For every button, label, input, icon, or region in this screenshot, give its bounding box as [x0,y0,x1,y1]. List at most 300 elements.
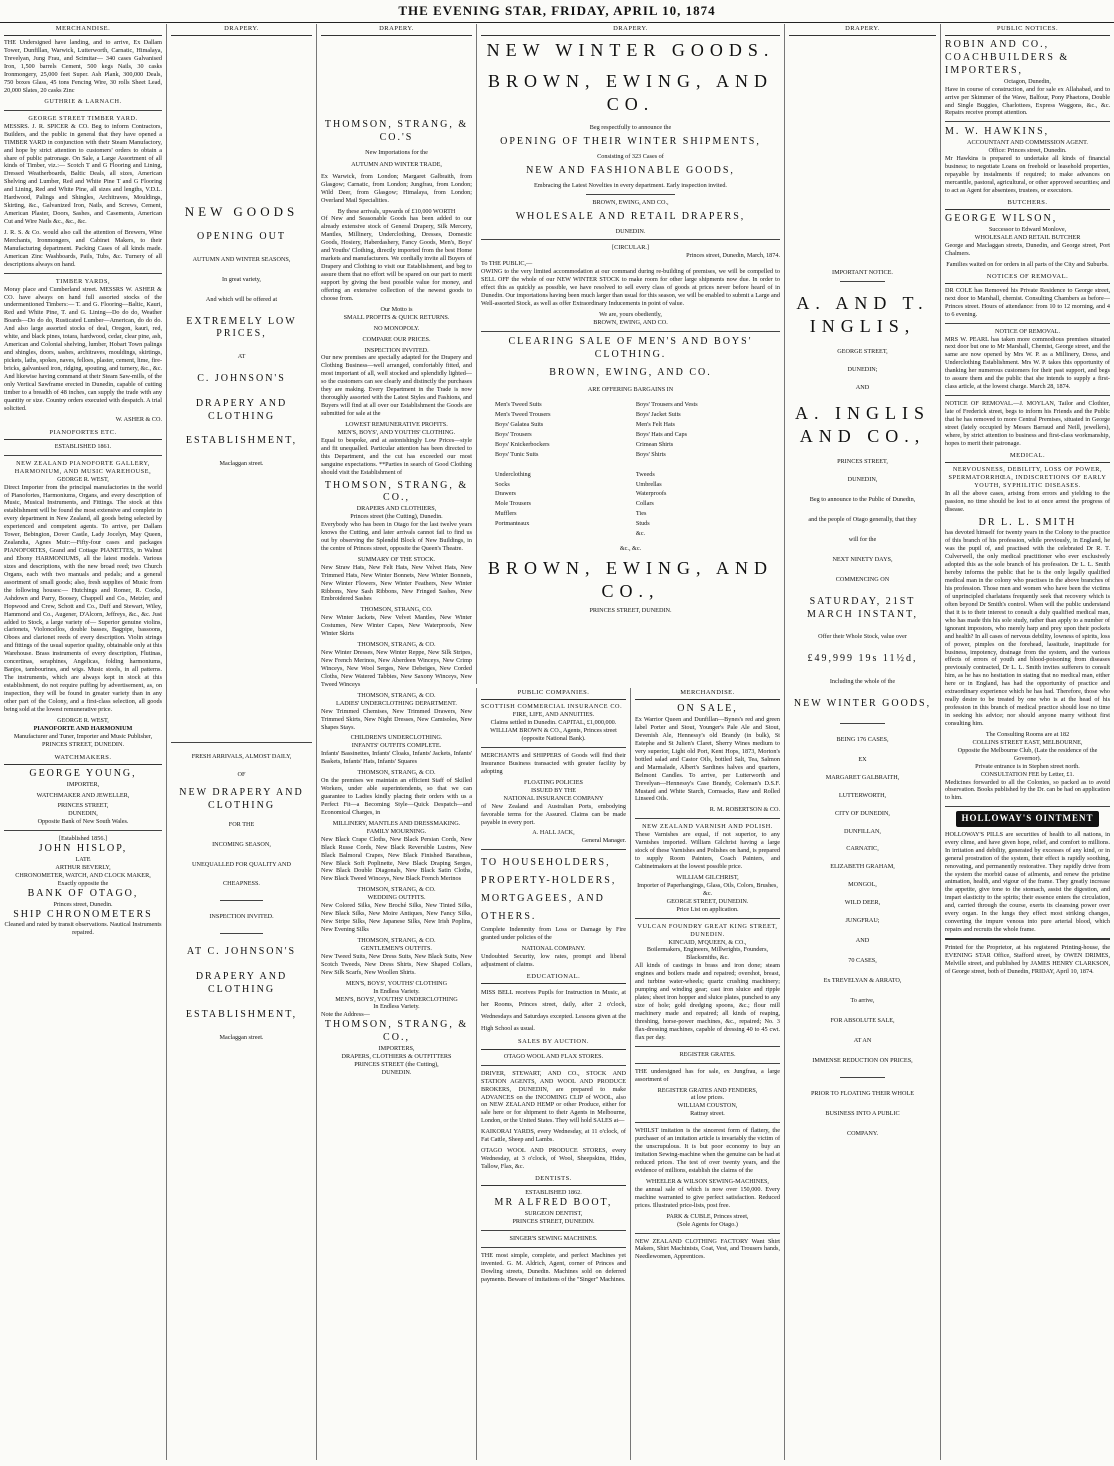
ad-title: DR L. L. SMITH [978,516,1077,528]
ad-title: JOHN HISLOP, [38,843,128,855]
section-header: DRAPERY. [481,24,780,36]
ad-line: FAMILY MOURNING. [366,827,427,835]
ad-title: THOMSON, STRANG, & CO.'S [324,119,469,144]
ad-line: COMPARE OUR PRICES. [362,335,431,343]
ad-line: MILLINERY, MANTLES AND DRESSMAKING. [332,819,461,827]
ad-line: THOMSON, STRANG, CO. [360,606,433,614]
ship-name: MONGOL, [848,881,877,889]
ad-signature: Manufacturer and Tuner, Importer and Music Publisher, PRINCES STREET, DUNEDIN. [13,732,153,748]
ad-signature: PIANOFORTE AND HARMONIUM [33,724,133,732]
masthead-title: THE EVENING STAR, FRIDAY, APRIL 10, 1874 [398,3,716,18]
ad-title: GEORGE YOUNG, [29,767,137,779]
ad-line: LATE [75,856,91,864]
ad-text: George and Maclaggan streets, Dunedin, and George street, Port Chalmers. [945,241,1110,257]
ad-line: GENTLEMEN'S OUTFITS. [361,944,432,952]
ad-line: CONSULTATION FEE by Letter, £1. [980,770,1075,778]
ad-name: GEORGE R. WEST, [57,475,109,483]
ship-name: WILD DEER, [844,899,881,907]
ad-line: [Established 1856.] [58,835,108,843]
bargain-item: Men's Felt Hats [635,421,675,429]
ad-line: FLOATING POLICIES [524,778,583,786]
ad-asher [4,278,162,424]
ad-line: ISSUED BY THE [530,786,577,794]
ad-line: Price List on application. [676,905,739,913]
ad-text: DRIVER, STEWART, AND CO., STOCK AND STATION AGENTS, AND WOOL AND PRODUCE BROKERS, DUNEDIN, are prepared to make ADVANCES on the INCOMING CLIP of WOOL, also on NEW ZEALAND HEMP or other Produce, either for sale here or for shipment to their Agents in Melbourne, London, or the United States. They will hold SALES at— [481,1069,626,1125]
bargain-item: Studs [635,520,650,528]
ad-line: WHEELER & WILSON SEWING-MACHINES, [646,1177,769,1185]
ad-line: NATIONAL INSURANCE COMPANY [503,794,604,802]
ad-line: DUNEDIN; [847,366,878,374]
ad-signature: GEORGE R. WEST, [57,716,109,724]
ad-text: Moray place and Cumberland street. MESSRS W. ASHER & CO. have always on hand full assorted stocks of the undermentioned Timbers:— T. and G. Flooring—Baltic, Kauri, Red and White Pine, T. and G. Lining—Do do do, Weather Boards—Do do do, Rusticated Lumber—American, do do do. And also large assorted stocks of deal, Oregon, kauri, red, white, and black pines, totara, hardwood, cedar, clear pine, ash, American and Colonial shelving, lumber, Hobart Town palings and shingles, doors, sashes, architraves, mouldings, skirtings, pickets, laths, spokes, naves, felloes, plaster, cement, lime, fire-bricks, galvanised iron, ridging, spouting, and turnery, &c., &c. And likewise having command at their Steam Saw-mills, of the only Vertical Sawframe erected in Dunedin, capable of cutting timber to a breadth of 48 inches, can supply the trade with any quantity or size. Country orders executed with despatch. A trial solicited. [4,285,162,412]
bargain-item: Collars [635,500,654,508]
ad-line: NEW AND FASHIONABLE GOODS, [526,165,735,177]
ad-line: Rattray street. [690,1110,725,1118]
ad-title: ON SALE, [677,703,738,715]
holloway-banner: HOLLOWAY'S OINTMENT [956,811,1100,827]
ad-line: R. M. ROBERTSON & CO. [709,806,780,814]
section-header: DRAPERY. [171,24,312,36]
ad-line: AND [855,937,870,945]
ad-young [4,768,162,826]
bargain-item: Ties [635,510,647,518]
ad-line: PRINCES STREET, [837,458,888,466]
ad-line: DRAPERY AND CLOTHING [195,971,288,995]
ad-line: We are, yours obediently, [599,310,662,318]
ad-title: GEORGE WILSON, [945,213,1058,225]
ad-text: Equal to bespoke, and at astonishingly Low Prices—style and fit unequalled. Particular attention has been directed to this Department, and the cut has exceeded our most sanguine expectations. **Parties in search of Good Clothing should visit the Establishment of [321,436,472,476]
bargain-item: Boys' Tunic Suits [495,450,539,458]
ad-line: Successor to Edward Monlove, [988,225,1067,233]
ad-line: COMPANY. [846,1129,879,1137]
ad-line: To arrive, [850,996,875,1004]
section-header: PIANOFORTES ETC. [4,428,162,440]
ad-text: In all the above cases, arising from errors and yielding to the passion, no time should be lost to at once arrest the progress of disease. [945,489,1110,513]
section-header: WATCHMAKERS. [4,753,162,765]
ad-text: Have in course of construction, and for sale ex Allahabad, and to arrive per Skimmer of the Wave, Balfour, Pony Phaetons, Double and Single Buggies, Charlottees, Express Waggons, &c., &c. Repairs receive prompt attention. [945,85,1110,117]
ad-line: WILLIAM BROWN & CO., Agents, Princes street (opposite National Bank). [490,727,617,743]
ad-line: Note the Address— [321,1011,370,1019]
ad-line: AT AN [853,1036,872,1044]
ad-line: A. HALL JACK, [532,829,575,837]
ad-line: CHRONOMETER, WATCH, AND CLOCK MAKER, [15,871,151,879]
ad-text: Everybody who has been in Otago for the last twelve years knows the Cutting, and later arrivals cannot fail to find us out by observing the Splendid Block of New Buildings, in the centre of Princes street, opposite the Queen's Theatre. [321,521,472,552]
ad-line: GEORGE STREET, DUNEDIN. [666,897,749,905]
ad-line: ACCOUNTANT AND COMMISSION AGENT. [967,139,1088,147]
ad-line: Princes street, Dunedin. [53,900,113,908]
ad-line: BROWN, EWING, AND CO., [488,558,773,602]
bargain-item: &c. [635,530,646,538]
ad-text: Undoubted Security, low rates, prompt and liberal adjustment of claims. [481,953,626,969]
ad-line: THOMSON, STRANG, & CO. [357,936,436,944]
section-header: SALES BY AUCTION. [481,1037,626,1049]
ad-line: WHOLESALE AND RETAIL BUTCHER [974,233,1081,241]
ad-title: M. W. HAWKINS, [945,126,1050,138]
ad-text: WHILST imitation is the sincerest form of flattery, the purchaser of an imitation article is invariably the victim of the unscrupulous. It is but poor economy to buy an imitation Sewing-machine when the genuine can be had at reduced prices. The test of over twenty years, and the evidence of millions, establish the claims of the [635,1127,780,1174]
ad-line: CHILDREN'S UNDERCLOTHING. [350,734,443,742]
ad-line: Octagon, Dunedin, [1004,77,1051,85]
ad-line: AT [237,353,246,361]
bargain-item: Mufflers [495,510,517,518]
ad-line: THOMSON, STRANG, & CO., [324,479,469,504]
ad-text: HOLLOWAY'S PILLS are securities of health to all nations, in every clime, and have given hope, relief, and comfort to millions. In irritation and debility, generated by excesses of any kind, or in general prostration of the system, their effect is rapidly soothing, renovating, and permanently restorative. They rapidly drive from the system the morbid cause of ailments, and renew the pristine animation, health, and vigour of the frame. They greatly increase the appetite, give tone to the stomach, assist the digestion, and impart elasticity to the spirits; their essence enters the circulation, and, carried through the course, exerts its cleansing power over every organ. In the lungs they effect most striking changes, converting the impure venous into pure arterial blood, which repairs and recruits the whole frame. [945,830,1110,934]
ad-line: BANK OF OTAGO, [27,887,139,899]
section-header: MERCHANDISE. [4,24,162,36]
ad-text: New Colored Silks, New Broché Silks, New Tinted Silks, New Black Silks, New Moire Antiques, New Fancy Silks, New Stripe Silks, New Japanese Silks, New Irish Poplins, New Evening Silks [321,902,472,933]
ad-text: OWING to the very limited accommodation at our command during re-building of premises, we will be compelled to SELL OFF the whole of our NEW WINTER STOCK to make room for other large shipments now due. In order to effect this as quickly as possible, we have resolved to sell every class of goods at prices never before heard of in Dunedin. Our importations having been much larger than usual for this season, we will be enabled to submit a Large and Well-assorted Stock, as well as offer Extraordinary Inducements in point of value. [481,268,780,308]
section-header: MERCHANDISE. [635,688,780,700]
ad-title: VULCAN FOUNDRY GREAT KING STREET, DUNEDIN. [637,922,778,938]
ad-line: [CIRCULAR.] [612,244,649,252]
ad-line: Beg respectfully to announce the [589,124,672,132]
ad-text: These Varnishes are equal, if not superior, to any Varnishes imported. William Gilchrist having a large stock of these Varnishes and Polishes on hand, is prepared to supply Room Painters, Coach Painters, and Cabinetmakers at the lowest possible price. [635,831,780,871]
section-header: PUBLIC NOTICES. [945,24,1110,36]
ad-line: NATIONAL COMPANY. [521,945,586,953]
ad-line: MEN'S, BOYS', AND YOUTHS' CLOTHING. [337,428,456,436]
ad-title: A. INGLIS AND CO., [795,403,930,447]
ad-text: THE most simple, complete, and perfect Machines yet invented. G. M. Aldrich, Agent, corner of Princes and Dowling streets, Dunedin. Machines sold on deferred payments. Beware of imitations of the "Singer" Machines. [481,1251,626,1283]
ad-line: at low prices. [690,1094,725,1102]
ad-line: DRAPERS AND CLOTHIERS, [356,505,437,513]
ad-line: AUTUMN AND WINTER TRADE, [351,160,442,168]
ad-line: Ex TREVELYAN & ARRATO, [823,977,902,984]
ad-line: In Endless Variety. [373,987,420,995]
ad-text: OTAGO WOOL AND PRODUCE STORES, every Wednesday, at 3 o'clock, of Wool, Sheepskins, Hides, Tallow, Flax, &c. [481,1147,626,1170]
ad-line: COLLINS STREET EAST, MELBOURNE, [972,738,1083,746]
ad-line: (Sole Agents for Otago.) [677,1220,738,1228]
ad-heading: TIMBER YARDS, [55,277,111,285]
ad-text: Medicines forwarded to all the Colonies, so packed as to avoid observation. Books published by the Dr. can be had on application to him. [945,778,1110,802]
bargain-item: Boys' Knickerbockers [495,440,550,448]
ad-line: DRAPERY AND CLOTHING [195,397,288,422]
bargain-item: Boys' Hats and Caps [635,430,688,438]
ad-line: Princes street, Dunedin, March, 1874. [686,252,780,260]
ad-line: By these arrivals, upwards of £10,000 WORTH [337,207,456,215]
ad-line: MEN'S, BOYS', YOUTHS' UNDERCLOTHING [335,995,458,1003]
ad-line: FIRE, LIFE, AND ANNUITIES. [512,711,595,719]
ad-text: NEW ZEALAND CLOTHING FACTORY Want Shirt Makers, Shirt Machinists, Coat, Vest, and Trousers hands, Needlewomen, Apprentices. [635,1237,780,1261]
ad-line: SUMMARY OF THE STOCK. [357,555,436,563]
ad-text: J. R. S. & Co. would also call the attention of Brewers, Wine Merchants, Ironmongers, and Cabinet Makers, to their Manufacturing department. Packing Cases of all kinds made. American Zinc Washboards, Pails, Tubs, &c. Turnery of all descriptions always on hand. [4,228,162,268]
section-header: EDUCATIONAL. [481,972,626,984]
ad-line: PRINCES STREET (the Cutting), [354,1060,439,1068]
ad-line: WILLIAM COUSTON, [677,1102,738,1110]
bargain-item: Umbrellas [635,480,662,488]
ad-text: Complete Indemnity from Loss or Damage by Fire granted under policies of the [481,926,626,942]
bargain-item: Men's Tweed Trousers [495,411,551,419]
ad-line: Opposite the Melbourne Club, (Late the residence of the Governor). [957,746,1098,762]
ad-line: FOR THE [228,820,255,828]
ad-title: MR ALFRED BOOT, [494,1197,613,1209]
ad-line: BROWN, EWING, AND CO. [488,71,773,115]
ad-title: NEW WINTER GOODS. [486,40,775,61]
column-drapery-thomson [316,24,476,1460]
ad-text: All kinds of castings in brass and iron done; steam engines and boilers made and repaired; overshot, breast, and turbine water-wheels; quartz crushing machinery; pumping and winding gear; cast iron sluice and ripple plates; sheet iron hopper and sluice plates, punched to any size of hole; gold dredging spoons, &c.; flour mill machinery made and repaired; all kinds of reaping, threshing, horse-power machines, &c., repaired; No. 3 flax-dressing machines, capable of dressing 40 to 45 cwt. flax per day. [635,962,780,1041]
ad-text: Our new premises are specially adapted for the Drapery and Clothing Business—well arranged, comfortably fitted, and most important of all, well stocked and splendidly lighted—so the customers can see clearly and distinctly the purchases they are making. Every Department in the Trade is now thoroughly assorted with the Latest Styles and Fashions, and Buyers will find at all over our Establishment the Goods are submitted for sale at the [321,354,472,418]
ad-line: PRINCES STREET, DUNEDIN. [589,607,672,615]
ad-text: Of New and Seasonable Goods has been added to our already extensive stock of General Drapery, Silk Mercery, Mantles, Millinery, Underclothing, Dresses, Domestic Goods, Hosiery, Haberdashery, Fancy Goods, Men's, Boys' and Youths' Clothing, directly imported from the best Home markets and manufacturers. We cordially invite all Buyers of Drapery and Clothing to visit our Establishment, and beg to assure them that no effort will be spared on our part to merit support by giving the best possible value for money, and offering an extensive collection of the newest goods to choose from. [321,215,472,302]
ad-line: FOR ABSOLUTE SALE, [830,1016,895,1024]
ad-line: DRAPERS, CLOTHIERS & OUTFITTERS [341,1052,452,1060]
bargain-list-right [636,400,766,539]
ad-line: Maclaggan street. [219,460,264,468]
ad-line: AUTUMN AND WINTER SEASONS, [192,255,291,263]
ad-line: Offer their Whole Stock, value over [818,633,907,641]
ad-line: Importer of Paperhangings, Glass, Oils, Colors, Brushes, &c. [637,881,778,897]
ad-line: Office: Princes street, Dunedin. [988,147,1067,155]
ship-name: DUNFILLAN, [844,827,881,835]
ad-text: MERCHANTS and SHIPPERS of Goods will find their Insurance Business transacted with greater facility by adopting [481,752,626,775]
column-public-companies [476,688,630,1460]
bargain-item: Underclothing [495,470,531,478]
column-merchandise [0,24,166,1460]
ad-line: EXTREMELY LOW PRICES, [186,315,297,340]
ad-line: OF [237,771,246,779]
ad-line: LOWEST REMUNERATIVE PROFITS. [345,420,448,428]
column-inglis [784,24,940,1460]
ship-name: CITY OF DUNEDIN, [835,809,890,817]
ad-line: Embracing the Latest Novelties in every department. Early inspection invited. [534,181,727,189]
ad-line: Cleaned and rated by transit observations. Nautical Instruments repaired. [4,921,162,937]
ad-line: DUNEDIN. [615,227,646,235]
ad-line: AT C. JOHNSON'S [186,946,297,958]
ad-line: WILLIAM GILCHRIST, [676,873,739,881]
ad-spicer [4,115,162,269]
ad-line: THOMSON, STRANG, & CO., [324,1019,469,1044]
ad-title: ROBIN AND CO., COACHBUILDERS & IMPORTERS, [945,39,1070,76]
ad-line: ARTHUR BEVERLY, [55,863,111,871]
ad-text: MRS W. PEARL has taken more commodious premises situated next door but one to Mr Marshall, Chemist, George street, and the same are now opened by Mrs W. P. as a Millinery, Dress, and Underclothing Establishment. Mrs W. P. takes this opportunity of thanking her numerous customers for their past support, and begs to assure them and the public that she intends to supply a first-class article, at the lowest charge. March 28, 1874. [945,335,1110,391]
ad-line: 70 CASES, [848,957,877,965]
ad-line: The Consulting Rooms are at 182 [985,730,1070,738]
ad-line: Exactly opposite the [57,879,109,887]
ad-line: &c., &c. [619,545,642,553]
ship-name: ELIZABETH GRAHAM, [830,863,895,871]
ad-line: Private entrance is in Stephen street north. [975,762,1080,770]
masthead [0,0,1114,23]
ad-line: DUNEDIN. [381,1068,412,1076]
ad-line: OPENING OUT [197,230,286,242]
ad-line: NEXT NINETY DAYS, [832,555,893,563]
column-merchandise-2 [630,688,784,1460]
ad-line: THOMSON, STRANG, & CO. [357,769,436,777]
ad-text: New Trimmed Chemises, New Trimmed Drawers, New Trimmed Skirts, New Night Dresses, New Camisoles, New Shapes Stays. [321,707,472,731]
ad-line: IMMENSE REDUCTION ON PRICES, [812,1056,913,1064]
bargain-item: Mole Trousers [495,500,531,508]
ad-line: BEING 176 CASES, [836,735,889,743]
ad-line: In Endless Variety. [373,1003,420,1011]
ship-name: JUNGFRAU; [845,917,880,925]
ad-line: REGISTER GRATES AND FENDERS, [657,1086,758,1094]
ad-line: will for the [848,535,877,543]
ad-text: NOTICE OF REMOVAL.—J. MOYLAN, Tailor and Clothier, late of Frederick street, begs to inform his Friends and the Public that he has removed to more Central Premises, situated in George street (lately occupied by Messrs Barraud and Neill, jewellers), where, by strict attention to business and first-class workmanship, hopes to merit their patronage. [945,400,1110,447]
ad-line: IMPORTANT NOTICE. [832,269,893,277]
ad-line: BROWN, EWING, AND CO. [593,318,668,326]
ad-line: WHOLESALE AND RETAIL DRAPERS, [515,210,746,222]
ad-text: Ex Warrior Queen and Dunfillan—Bynes's red and green label Porter and Stout, Younger's Pale Ale and Stout, Devenish Ale, Hennessy's old Brandy (in bulk), St Estephe and St Julien's Claret, Sherry Wines medium to very superior, Light old Port, Kent Hops, 1873, Morton's bottled salad and Castor Oils, bottled Salt, Tea, Salmon and Marmalade, Albert's Sardines halves and quarters, Belmont Candles. To arrive, per Lutterworth and Trevelyan—Hennessy's Case Brandy, Coleman's D.S.F. Mustard and White Starch, Cornsacks, Raw and Rolled Linseed Oils. [635,716,780,803]
ad-line: LADIES' UNDERCLOTHING DEPARTMENT. [336,699,457,707]
ad-text: the annual sale of which is now over 150,000. Every machine warranted to give perfect satisfaction. Reduced prices. Illustrated price-lists, post free. [635,1185,780,1209]
ad-line: Including the whole of the [829,678,896,686]
ad-text: New Tweed Suits, New Dress Suits, New Black Suits, New Scotch Tweeds, New Dress Shirts, New Shaped Collars, New Silk Scarfs, New Woollen Shirts. [321,952,472,976]
ad-text: On the premises we maintain an efficient Staff of Skilled Workers, under able superintendents, so that we can guarantee to Ladies kindly placing their orders with us a Perfect Fit—a Becoming Style—Quick Despatch—and Economical Charges, in [321,777,472,816]
ad-line: Beg to announce to the Public of Dunedin, [809,496,916,504]
ad-line: In great variety, [222,275,261,283]
ad-text: Ex Warwick, from London; Margaret Galbraith, from Glasgow; Carnatic, from London; Jungfrau, from London; Wild Deer, from Glasgow; Himalaya, from London; Overland Mail Specialities. [321,172,472,204]
ad-line: INSPECTION INVITED. [364,346,429,354]
ship-name: CARNATIC, [846,845,879,853]
bargain-item: Boys' Trousers [495,430,532,438]
bargain-item: Boys' Shirts [635,450,666,458]
bargain-item: Socks [495,480,510,488]
column-public-notices [940,24,1114,1460]
ad-text: DR COLE has Removed his Private Residence to George street, next door to Marshall, chemist. Consulting Chambers as before—Princes street. Hours of attendance: from 10 to 12 morning, and 4 to 6 evening. [945,286,1110,318]
ad-text: New Black Crape Cloths, New Black Persian Cords, New Black Russe Cords, New Black Reversible Lustres, New Black Balmoral Crapes, New Black Finished Baratheas, New Black Soft Poplinette, New Black Draping Serges, New Black Double Diagonals, New Black Satin Cloths, New Black Tweed Winceys, New Black French Merinos [321,835,472,883]
ad-line: UNEQUALLED FOR QUALITY AND [192,860,291,868]
bargain-item: Waterproofs [635,490,667,498]
ad-line: Consisting of 323 Cases of [597,153,664,161]
ad-line: IMPORTERS, [378,1044,415,1052]
ad-line: BROWN, EWING, AND CO. [549,367,712,379]
bargain-item [495,460,557,470]
ship-list [789,774,936,925]
ad-title: A. AND T. INGLIS, [796,293,929,337]
ad-line: SURGEON DENTIST, [524,1209,583,1217]
ad-line: New Importations for the [365,148,428,156]
ad-text: Infants' Bassinettes, Infants' Cloaks, Infants' Jackets, Infants' Baskets, Infants' Hats, Infants' Squares [321,750,472,766]
ad-text: has devoted himself for twenty years in the Colony to the practice of this branch of his profession, while previously, in England, he was the pupil of, and practised with the celebrated Dr R. T. Culverwell, the only medical practitioner who ever exclusively adopted this as the sole branch of his profession. Dr L. L. Smith hereby informs the public that he is the only legally qualified medical man in the colony who practises in the above branches of his profession. Those men and women who have been the victims of unprincipled charlatans frequently seek that recovery which is often beyond Dr Smith's control. When will the public understand that it is to their interest to consult a duly qualified medical man, who has made this his sole study, rather than apply to a number of ignorant impostors, who merely harp and prey upon their pockets and health? In all cases of nervous debility, lowness of spirits, loss of power, pimples on the forehead, lassitude, inaptitude for business, impotency, drainage from the system, and the various effects of errors of youth and blood-poisoning from diseases previously contracted, Dr L. L. Smith invites sufferers to consult him, as he has no hesitation in stating that no medical man, either here or in England, has had the opportunity of practice and extraordinary experience which he has had. Therefore, those who really desire to be treated by one who is at the head of his profession in this branch of medical practice should lose no time in seeking his advice; nor should anyone marry without first consulting him. [945,529,1110,727]
ad-text: THE undersigned has for sale, ex Jungfrau, a large assortment of [635,1067,780,1083]
ad-line: EX [858,755,867,763]
ad-line: THOMSON, STRANG, & CO. [357,886,436,894]
imprint: Printed for the Proprietor, at his registered Printing-house, the EVENING STAR Office, Stafford street, by OWEN DRIMES, Melville street, and published by JAMES HENRY CLARKSON, of George street, both of Dunedin, FRIDAY, April 10, 1874. [945,944,1110,975]
ad-line: SATURDAY, 21ST MARCH INSTANT, [807,595,918,620]
column-drapery-brown [476,24,784,684]
ad-line: GEORGE STREET, [837,348,888,356]
ad-text: KAIKORAI YARDS, every Wednesday, at 11 o'clock, of Fat Cattle, Sheep and Lambs. [481,1128,626,1144]
ad-line: NEW DRAPERY AND CLOTHING [179,787,304,811]
ad-line: BUSINESS INTO A PUBLIC [825,1109,900,1117]
ad-line: THOMSON, STRANG, & CO. [357,691,436,699]
ad-line: Princes street (the Cutting), Dunedin. [350,513,443,521]
ad-line: AND [855,384,870,392]
ad-line: ESTABLISHMENT, [185,435,298,447]
ad-line: Maclaggan street. [219,1033,264,1041]
ad-line: Boilermakers, Engineers, Millwrights, Founders, Blacksmiths, &c. [646,946,769,962]
ad-signature: GUTHRIE & LARNACH. [44,97,122,105]
ad-text: Direct Importer from the principal manufactories in the world of Pianofortes, Harmoniums, Organs, and every description of Music, Musical Instruments, and Fittings. The stock at this establishment will be found the most extensive and complete in every department in New Zealand, all goods being selected by experienced and competent agents. To arrive, per Dallam Tower, Bebington, Dover Castle, Lady Jocelyn, May Queen, Zealandia, Agnes Muir:—Fifty-four cases and packages PIANOFORTES, Grand and Cottage PIANETTES, in Walnut and Ebony HARMONIUMS, all the latest models. Various sizes and descriptions, with the new broad reed; two Church Organs, each with two manuals and pedals; and a general assortment of small goods; also, fresh supplies of Music from the following houses:— Hutchings and Romer, R. Cocks, Ashdown and Parry, Boosey, Chappell and Co., Metzler, and Hopwood and Crew, Schott and Co., Duff and Stewart, Wiley, Hammond and Co., Augener, D'Alcorn, Jeffreys, &c., &c. Just added to Stock, a large variety of— Superior genuine violins, clarionets, Violoncellos, double basses, Bagpipe, bassoons, Oboes and clarionet reeds of every description. Violin strings and fittings of the usual superior quality, obtainable only at this Warehouse. Brass instruments of every description, Flutinas, concertinas, seraphines, Angelicas, folding harmoniums, Banjos, tambourines, and wigs. Music stools, in all patterns. The instruments, which are always kept in stock at this establishment, do not require puffing by advertisement, as, on inspection, they will be found in greater variety than in any other part of the Colony, and a first-class selection, all goods being sold at the lowest remunerative price. [4,483,162,713]
ad-line: PRINCES STREET, DUNEDIN. [512,1217,595,1225]
ad-line: DUNEDIN, [68,810,98,818]
ad-text: New Straw Hats, New Felt Hats, New Velvet Hats, New Trimmed Hats, New Winter Bonnets, New Winter Bonnets, New Winter Flowers, New Winter Feathers, New Winter Ribbons, New Sash Ribbons, New Fringed Sashes, New Embroidered Sashes [321,563,472,603]
ad-line: NOTICE OF REMOVAL. [994,327,1061,335]
ad-text: New Winter Dresses, New Winter Reppe, New Silk Stripes, New French Merinos, New Aberdeen Winceys, New Crimp Winceys, New Wool Serges, New Debeiges, New Corded Cloths, New Watered Tabbies, New Saxony Winceys, New Tweed Winceys [321,649,472,688]
ad-line: PRINCES STREET, [57,802,109,810]
ad-line: INCOMING SEASON, [212,840,271,848]
ad-line: WEDDING OUTFITS. [367,894,426,902]
ad-heading: GEORGE STREET TIMBER YARD. [28,114,138,122]
ad-line: £49,999 19s 11½d, [807,653,918,665]
ad-line: BROWN, EWING, AND CO., [592,198,669,206]
ad-line: OPENING OF THEIR WINTER SHIPMENTS, [500,136,761,148]
column-drapery-johnson [166,24,316,1460]
ad-line: and the people of Otago generally, that they [808,516,917,523]
ad-heading: ESTABLISHED 1861. [54,442,112,450]
ad-text: Mr Hawkins is prepared to undertake all kinds of financial business; to negotiate Loans on freehold or leasehold properties, repayable by instalments if required; to make advances on mercantile, pastoral, agricultural, or other approved securities; and to act as Agent for absentees, trustees, or executors. [945,155,1110,194]
section-header: NOTICES OF REMOVAL. [945,272,1110,284]
ad-title: NEW ZEALAND PIANOFORTE GALLERY, HARMONIUM, AND MUSIC WAREHOUSE, [14,459,152,475]
ad-signature: W. ASHER & CO. [115,415,162,423]
ad-title: REGISTER GRATES. [679,1050,736,1058]
ad-title: SINGER'S SEWING MACHINES. [509,1234,598,1242]
ad-hislop [4,835,162,937]
ad-text: MISS BELL receives Pupils for Instruction in Music, at her Rooms, Princes street, daily, after 2 o'clock, Wednesdays and Saturdays excepted. Lessons given at the High School as usual. [481,989,626,1032]
ad-title: OTAGO WOOL AND FLAX STORES. [503,1052,604,1060]
ad-line: ARE OFFERING BARGAINS IN [587,386,674,394]
section-header: DRAPERY. [321,24,472,36]
ad-line: PRIOR TO FLOATING THEIR WHOLE [810,1089,914,1097]
bargain-item: Tweeds [635,470,655,478]
ad-line: Opposite Bank of New South Wales. [37,818,129,826]
ad-guthrie [4,39,162,106]
ad-line: CHEAPNESS. [223,880,260,888]
ad-title: NEW ZEALAND VARNISH AND POLISH. [642,823,773,831]
ad-line: General Manager. [581,837,626,845]
ad-line: KINCAID, M'QUEEN, & CO., [668,938,747,946]
ad-line: Our Motto is [380,305,413,313]
ad-line: THOMSON, STRANG, & CO. [357,641,436,649]
section-header: DENTISTS. [481,1174,626,1186]
ad-line: SMALL PROFITS & QUICK RETURNS. [343,313,450,321]
ad-text: THE Undersigned have landing, and to arrive, Ex Dallam Tower, Dunfillan, Warwick, Lutterworth, Carnatic, Himalaya, Trevelyan, Jung Frau, and Scimitar— 340 cases Galvanised Iron, 1,500 barrels Cement, 500 kegs Nails, 30 casks Ironmongery, 25,000 feet Super. Ash Plank, 300,000 Deals, 750 boxes Glass, 45 tons Fencing Wire, 30 rolls Sheet Lead, 20,000 Slates, 20 casks Zinc [4,39,162,94]
ad-line: FRESH ARRIVALS, ALMOST DAILY, [191,753,292,761]
ad-line: COMMENCING ON [835,575,890,583]
ad-title: TO HOUSEHOLDERS, PROPERTY-HOLDERS, MORTGAGEES, AND OTHERS. [481,857,617,923]
section-header: MEDICAL. [945,451,1110,463]
ad-line: INFANTS' OUTFITS COMPLETE. [351,742,442,750]
section-header: DRAPERY. [789,24,936,36]
ad-line: C. JOHNSON'S [197,373,286,385]
ad-line: And which will be offered at [205,295,278,303]
bargain-item: Men's Tweed Suits [495,401,542,409]
ad-line: ESTABLISHED 1862. [525,1189,582,1197]
bargain-item: Boys' Jacket Suits [635,411,681,419]
ad-title: CLEARING SALE OF MEN'S AND BOYS' CLOTHING. [508,335,753,360]
bargain-list-left [495,400,625,539]
ship-name: MARGARET GALBRAITH, [825,773,900,781]
section-header: BUTCHERS. [945,198,1110,210]
ad-line: IMPORTER, [66,780,100,788]
ad-line: NO MONOPOLY. [373,324,420,332]
ad-line: ESTABLISHMENT, [185,1008,298,1020]
ad-line: INSPECTION INVITED. [209,913,274,921]
bargain-item [636,460,698,470]
ad-title: SCOTTISH COMMERCIAL INSURANCE CO. [481,703,623,711]
ad-line: MEN'S, BOYS', YOUTHS' CLOTHING [345,979,448,987]
ad-line: SHIP CHRONOMETERS [13,908,153,920]
ad-title: NERVOUSNESS, DEBILITY, LOSS OF POWER, SPERMATORRHŒA, INDISCRETIONS OF EARLY YOUTH, SYPHILITIC DISEASES. [948,466,1107,489]
ship-name: LUTTERWORTH, [838,791,887,799]
ad-line: PARK & CUBLE, Princes street, [666,1212,749,1220]
ad-line: To THE PUBLIC,— [481,260,533,268]
bargain-item: Crimean Shirts [635,440,674,448]
ad-text: of New Zealand and Australian Ports, embodying favorable terms for the Assured. Claims can be made payable in every port. [481,802,626,826]
ad-title: NEW GOODS [184,204,299,220]
bargain-item: Portmanteaux [495,520,530,528]
ad-line: NEW WINTER GOODS, [793,698,932,710]
ad-line: Claims settled in Dunedin. CAPITAL, £1,000,000. [490,719,617,727]
ad-text: Families waited on for orders in all parts of the City and Suburbs. [946,260,1109,268]
